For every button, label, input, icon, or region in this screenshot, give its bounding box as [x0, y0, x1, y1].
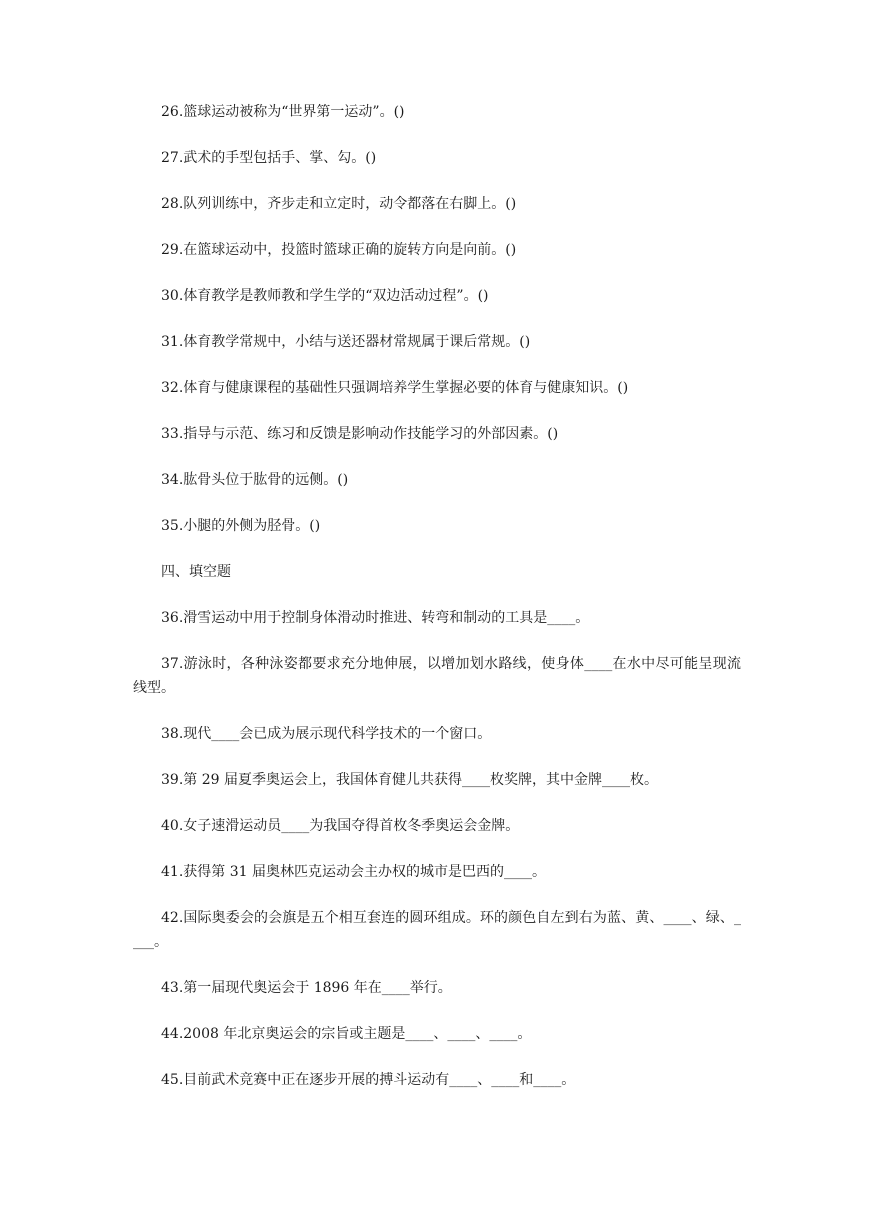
- question-35: 35.小腿的外侧为胫骨。(): [161, 518, 321, 534]
- question-44: 44.2008 年北京奥运会的宗旨或主题是____、____、____。: [161, 1026, 532, 1042]
- question-26: 26.篮球运动被称为“世界第一运动”。(): [161, 104, 405, 120]
- question-39: 39.第 29 届夏季奥运会上，我国体育健儿共获得____枚奖牌，其中金牌____枚。: [161, 772, 658, 788]
- question-41: 41.获得第 31 届奥林匹克运动会主办权的城市是巴西的____。: [161, 864, 546, 880]
- question-42: 42.国际奥委会的会旗是五个相互套连的圆环组成。环的颜色自左到右为蓝、黄、____、绿、____。: [133, 910, 741, 950]
- question-32: 32.体育与健康课程的基础性只强调培养学生掌握必要的体育与健康知识。(): [161, 380, 629, 396]
- question-28: 28.队列训练中，齐步走和立定时，动令都落在右脚上。(): [161, 196, 517, 212]
- question-31: 31.体育教学常规中，小结与送还器材常规属于课后常规。(): [161, 334, 531, 350]
- question-29: 29.在篮球运动中，投篮时篮球正确的旋转方向是向前。(): [161, 242, 517, 258]
- question-33: 33.指导与示范、练习和反馈是影响动作技能学习的外部因素。(): [161, 426, 559, 442]
- question-30: 30.体育教学是教师教和学生学的“双边活动过程”。(): [161, 288, 489, 304]
- question-45: 45.目前武术竞赛中正在逐步开展的搏斗运动有____、____和____。: [161, 1072, 576, 1088]
- question-37: 37.游泳时，各种泳姿都要求充分地伸展，以增加划水路线，使身体____在水中尽可能呈现流线型。: [133, 656, 741, 696]
- question-40: 40.女子速滑运动员____为我国夺得首枚冬季奥运会金牌。: [161, 818, 520, 834]
- question-34: 34.肱骨头位于肱骨的远侧。(): [161, 472, 349, 488]
- document-body: [133, 100, 741, 1092]
- section-heading-fill-in: 四、填空题: [161, 564, 231, 580]
- question-36: 36.滑雪运动中用于控制身体滑动时推进、转弯和制动的工具是____。: [161, 610, 590, 626]
- question-43: 43.第一届现代奥运会于 1896 年在____举行。: [161, 980, 452, 996]
- question-38: 38.现代____会已成为展示现代科学技术的一个窗口。: [161, 726, 492, 742]
- question-27: 27.武术的手型包括手、掌、勾。(): [161, 150, 377, 166]
